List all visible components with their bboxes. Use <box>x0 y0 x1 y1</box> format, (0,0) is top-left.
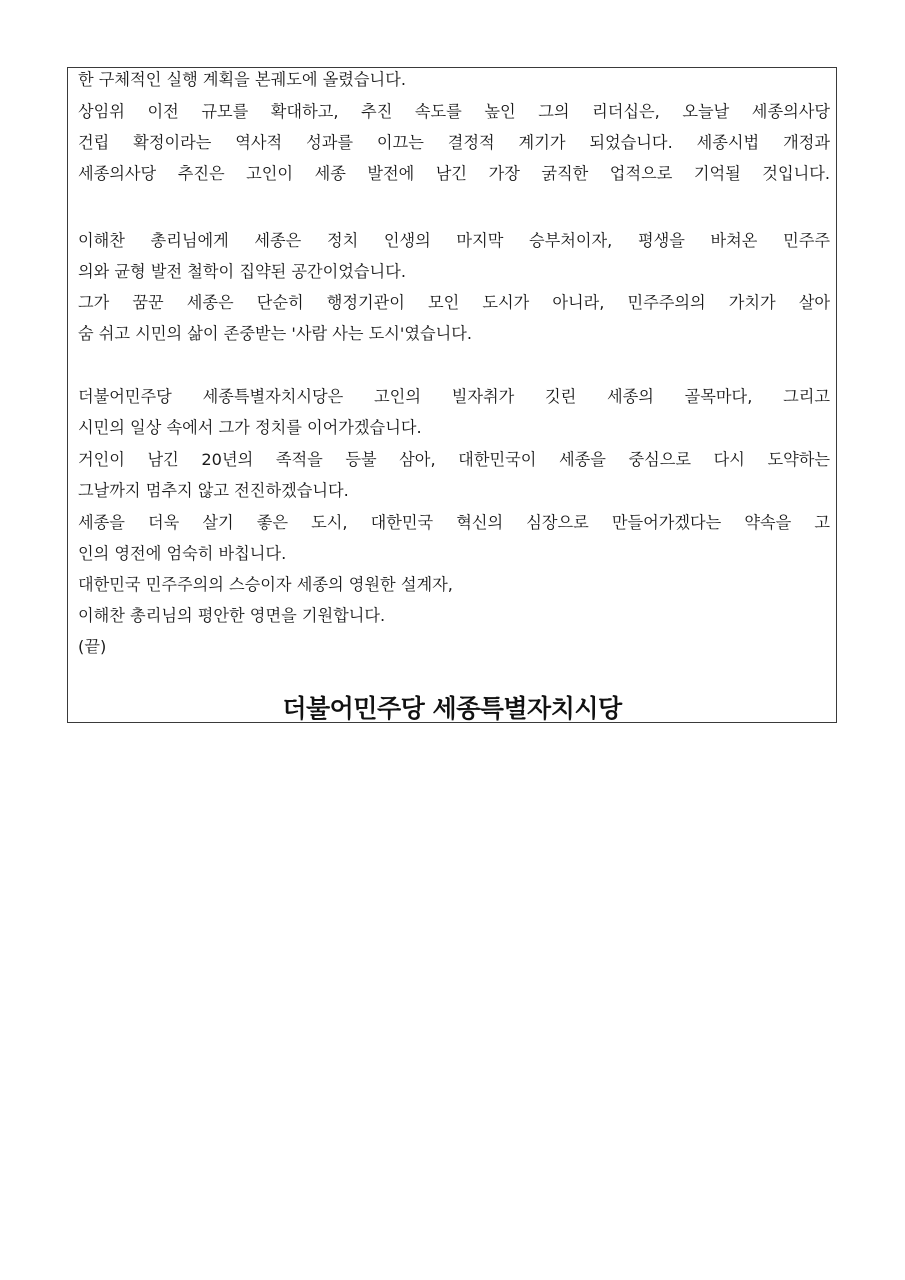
text-line: 숨 쉬고 시민의 삶이 존중받는 '사람 사는 도시'였습니다. <box>78 324 473 343</box>
text-line: 거인이 남긴 20년의 족적을 등불 삼아, 대한민국이 세종을 중심으로 다시 도약하는 <box>78 450 830 469</box>
text-line: 인의 영전에 엄숙히 바칩니다. <box>78 544 287 563</box>
text-line: 건립 확정이라는 역사적 성과를 이끄는 결정적 계기가 되었습니다. 세종시법 개정과 <box>78 133 830 152</box>
text-line: 시민의 일상 속에서 그가 정치를 이어가겠습니다. <box>78 418 422 437</box>
text-line: 세종을 더욱 살기 좋은 도시, 대한민국 혁신의 심장으로 만들어가겠다는 약속을 고 <box>78 513 830 532</box>
text-line: 상임위 이전 규모를 확대하고, 추진 속도를 높인 그의 리더십은, 오늘날 세종의사당 <box>78 102 830 121</box>
signature: 더불어민주당 세종특별자치시당 <box>282 694 622 723</box>
text-line: 그날까지 멈추지 않고 전진하겠습니다. <box>78 481 349 500</box>
text-line: 의와 균형 발전 철학이 집약된 공간이었습니다. <box>78 262 406 281</box>
text-line: 이해찬 총리님에게 세종은 정치 인생의 마지막 승부처이자, 평생을 바쳐온 민주주 <box>78 231 830 250</box>
closing-mark: (끝) <box>78 637 107 656</box>
text-line: 이해찬 총리님의 평안한 영면을 기원합니다. <box>78 606 386 625</box>
text-line: 세종의사당 추진은 고인이 세종 발전에 남긴 가장 굵직한 업적으로 기억될 것입니다. <box>78 164 830 183</box>
text-line: 대한민국 민주주의의 스승이자 세종의 영원한 설계자, <box>78 575 453 594</box>
text-line: 더불어민주당 세종특별자치시당은 고인의 빌자취가 깃린 세종의 골목마다, 그리고 <box>78 387 830 406</box>
text-line: 한 구체적인 실행 계획을 본궤도에 올렸습니다. <box>78 70 406 89</box>
statement-box <box>67 67 837 723</box>
text-line: 그가 꿈꾼 세종은 단순히 행정기관이 모인 도시가 아니라, 민주주의의 가치가 살아 <box>78 293 830 312</box>
